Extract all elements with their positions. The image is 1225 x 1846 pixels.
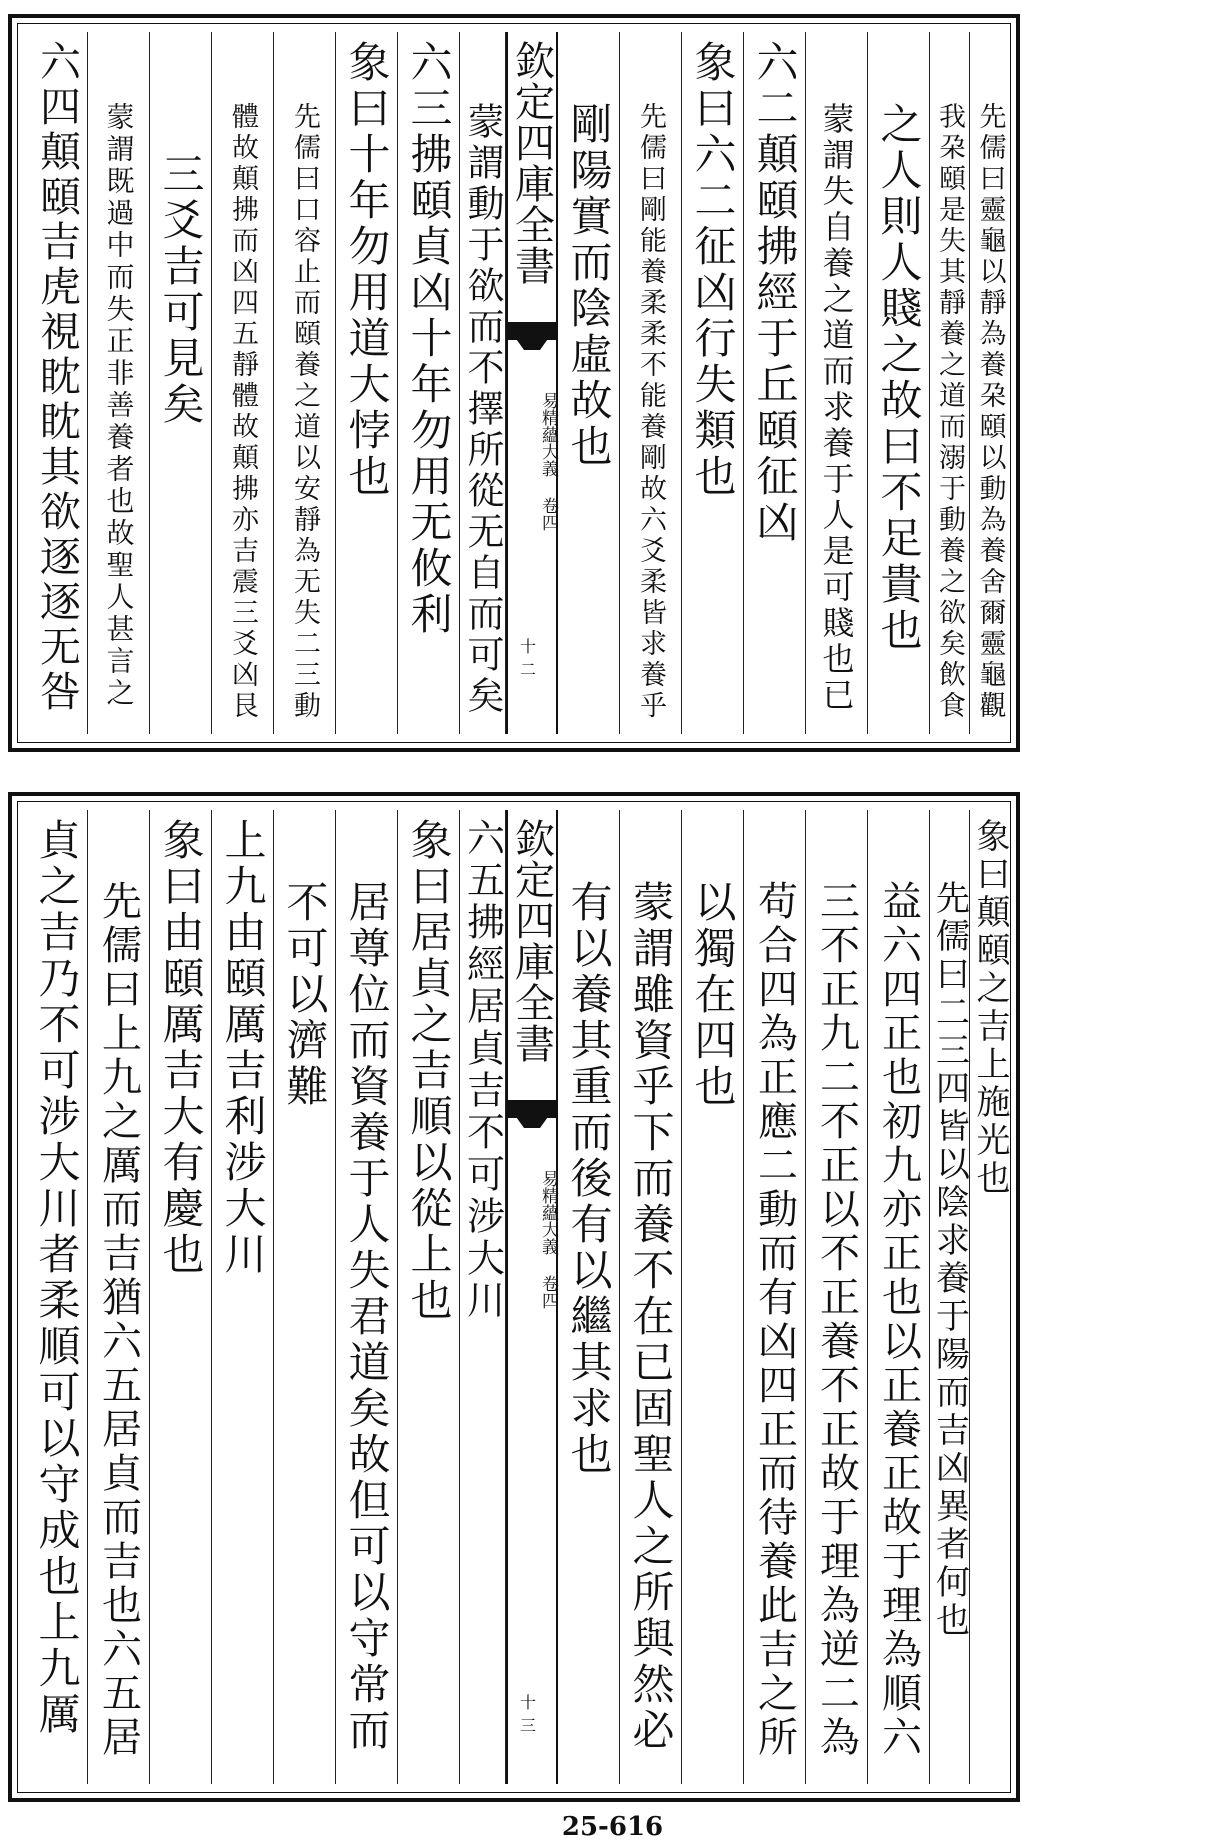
text-column [460,810,506,1784]
text-column [212,32,274,734]
text-column [336,32,398,734]
column-text: 貞之吉乃不可涉大川者柔順可以守成也上九厲 [32,818,82,1738]
text-column [744,810,806,1784]
fish-tail-mark [508,1100,556,1118]
volume-label: 卷四 [538,1275,558,1309]
bottom-page [8,792,1020,1802]
text-column [744,32,806,734]
text-column [26,810,88,1784]
page-gutter [506,810,558,1784]
text-column [806,810,868,1784]
column-text: 居尊位而資養于人失君道矣故但可以守常而 [342,880,392,1754]
book-volume [505,1170,559,1330]
column-text: 先儒曰二三四皆以陰求養于陽而吉凶異者何也 [929,880,970,1640]
text-column [398,810,460,1784]
fish-tail-mark [508,322,556,340]
collection-title: 欽定四庫全書 [508,818,555,1064]
column-text: 剛陽實而陰虛故也 [564,102,614,470]
text-column [88,32,150,734]
text-column [274,810,336,1784]
column-text: 六三拂頤貞凶十年勿用无攸利 [404,40,454,638]
column-text: 六四顛頤吉虎視眈眈其欲逐逐无咎 [33,40,81,715]
text-column [460,32,506,734]
column-text: 象曰顛頤之吉上施光也 [970,818,1010,1198]
text-column [88,810,150,1784]
book-volume [505,392,559,552]
column-text: 體故顛拂而凶四五靜體故顛拂亦吉震三爻凶艮 [227,102,258,722]
column-text: 先儒曰靈龜以靜為養朶頤以動為養舍爾靈龜觀 [974,102,1006,722]
text-column [274,32,336,734]
text-column [970,810,1010,1784]
column-text: 象曰十年勿用道大悖也 [342,40,392,500]
column-text: 苟合四為正應二動而有凶四正而待養此吉之所 [751,880,798,1760]
column-text: 先儒曰剛能養柔柔不能養剛故六爻柔皆求養乎 [635,102,666,722]
collection-title: 欽定四庫全書 [508,40,555,286]
text-column [150,810,212,1784]
text-column [682,32,744,734]
column-text: 象曰由頤厲吉大有慶也 [156,818,206,1278]
text-column [398,32,460,734]
top-page [8,14,1020,752]
text-column [868,810,930,1784]
column-text: 三爻吉可見矣 [156,152,206,428]
text-column [930,810,970,1784]
text-column [212,810,274,1784]
column-text: 三不正九二不正以不正養不正故于理為逆二為 [813,880,860,1760]
text-column [970,32,1010,734]
column-text: 蒙謂動于欲而不擇所從无自而可矣 [461,102,504,717]
text-column [558,810,620,1784]
text-column [868,32,930,734]
column-text: 六二顛頤拂經于丘頤征凶 [750,40,800,546]
column-text: 象曰六二征凶行失類也 [688,40,738,500]
text-column [930,32,970,734]
column-text: 我朶頤是失其靜養之道而溺于動養之欲矣飲食 [934,102,965,722]
leaf-number: 十二 [520,637,537,679]
column-text: 先儒曰口容止而頤養之道以安靜為无失二三動 [289,102,320,722]
text-column [806,32,868,734]
text-column [620,810,682,1784]
column-text: 之人則人賤之故曰不足貴也 [874,102,924,654]
column-text: 蒙謂既過中而失正非善養者也故聖人甚言之 [102,102,136,710]
leaf-number: 十三 [520,1693,537,1735]
column-text: 蒙謂雖資乎下而養不在已固聖人之所與然必 [626,880,676,1754]
column-text: 不可以濟難 [280,880,330,1110]
text-column [26,32,88,734]
text-column [682,810,744,1784]
text-column [336,810,398,1784]
text-column [150,32,212,734]
page-number: 25-616 [561,1812,664,1842]
column-text: 先儒曰上九之厲而吉猶六五居貞而吉也六五居 [95,880,142,1760]
column-text: 以獨在四也 [688,880,738,1110]
book-title: 易精蘊大義 [538,1170,558,1255]
column-text: 益六四正也初九亦正也以正養正故于理為順六 [875,880,922,1760]
column-text: 六五拂經居貞吉不可涉大川 [460,818,505,1322]
column-text: 有以養其重而後有以繼其求也 [564,880,614,1478]
column-text: 象曰居貞之吉順以從上也 [404,818,454,1324]
text-column [620,32,682,734]
volume-label: 卷四 [538,497,558,531]
book-title: 易精蘊大義 [538,392,558,477]
page-gutter [506,32,558,734]
column-text: 蒙謂失自養之道而求養于人是可賤也已 [817,102,856,714]
text-column [558,32,620,734]
column-text: 上九由頤厲吉利涉大川 [218,818,268,1278]
